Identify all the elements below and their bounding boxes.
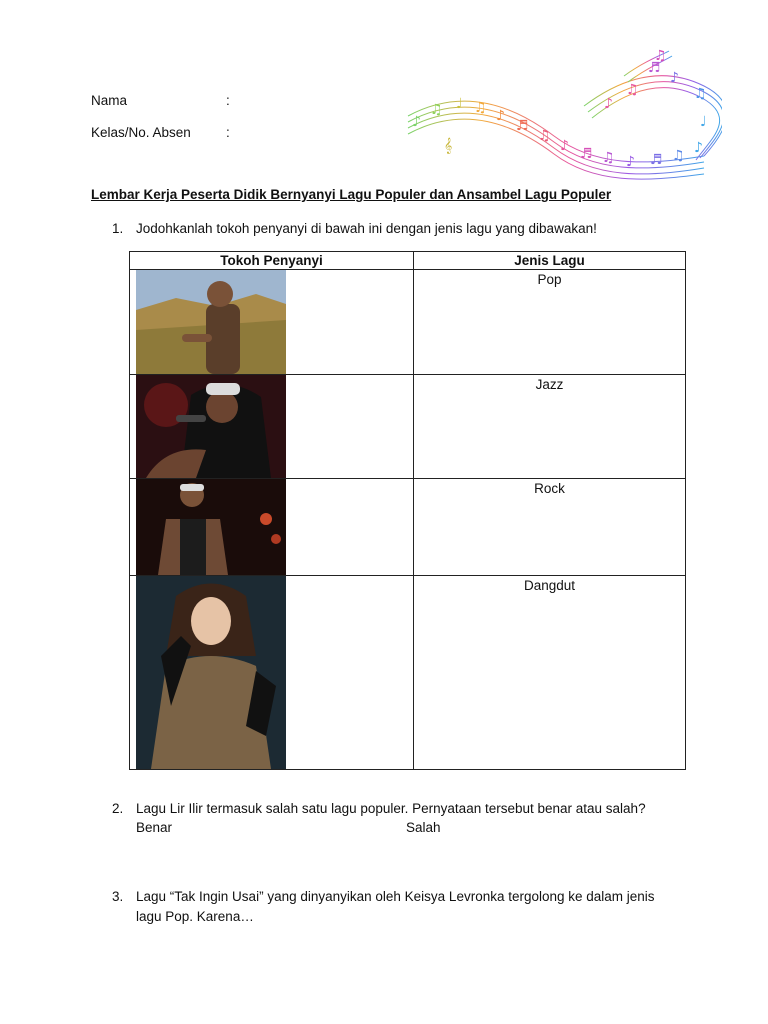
option-benar: Benar [136, 820, 173, 835]
question-text: Lagu Lir Ilir termasuk salah satu lagu populer. Pernyataan tersebut benar atau salah? [136, 801, 646, 816]
svg-text:♬: ♬ [580, 146, 593, 162]
svg-text:♪: ♪ [496, 108, 505, 124]
worksheet-title: Lembar Kerja Peserta Didik Bernyanyi Lagu Populer dan Ansambel Lagu Populer [91, 187, 612, 202]
svg-text:♪: ♪ [626, 154, 635, 170]
singer-photo-2 [136, 375, 286, 478]
question-number: 2. [112, 801, 124, 816]
genre-label: Pop [537, 272, 562, 287]
genre-label: Jazz [535, 377, 564, 392]
name-colon: : [226, 93, 230, 108]
genre-cell [414, 479, 686, 576]
singer-cell [130, 270, 414, 375]
svg-text:♫: ♫ [602, 150, 615, 166]
name-label: Nama [91, 93, 128, 108]
svg-text:♪: ♪ [604, 96, 613, 112]
svg-text:♫: ♫ [626, 82, 639, 98]
genre-cell [414, 375, 686, 479]
svg-text:♬: ♬ [648, 60, 661, 76]
svg-text:♫: ♫ [474, 100, 487, 116]
music-notes-icon [404, 46, 722, 182]
svg-text:♫: ♫ [672, 148, 685, 164]
table-header-genre: Jenis Lagu [414, 252, 686, 270]
question-text: Lagu “Tak Ingin Usai” yang dinyanyikan oleh Keisya Levronka tergolong ke dalam jenis lagu Pop. Karena… [136, 889, 655, 924]
singer-photo-1 [136, 270, 286, 374]
table-header-singer: Tokoh Penyanyi [130, 252, 414, 270]
genre-label: Dangdut [523, 578, 576, 593]
class-number-label: Kelas/No. Absen [91, 125, 191, 140]
singer-photo-3 [136, 479, 286, 575]
singer-photo-4 [136, 576, 286, 769]
question-text: Jodohkanlah tokoh penyanyi di bawah ini dengan jenis lagu yang dibawakan! [136, 221, 597, 236]
option-salah: Salah [406, 820, 441, 835]
svg-text:♫: ♫ [430, 102, 443, 118]
genre-label: Rock [534, 481, 565, 496]
svg-text:𝄞: 𝄞 [444, 138, 453, 154]
svg-text:♫: ♫ [538, 128, 551, 144]
svg-text:♬: ♬ [650, 152, 663, 168]
svg-text:♬: ♬ [516, 118, 529, 134]
svg-text:♫: ♫ [654, 48, 667, 64]
svg-text:♪: ♪ [694, 140, 703, 156]
svg-text:♪: ♪ [412, 114, 421, 130]
question-number: 1. [112, 221, 124, 236]
svg-text:♩: ♩ [700, 114, 707, 130]
matching-table [129, 251, 686, 770]
svg-text:♫: ♫ [694, 86, 707, 102]
singer-cell [130, 576, 414, 770]
question-number: 3. [112, 889, 124, 904]
svg-text:♪: ♪ [560, 138, 569, 154]
svg-text:♩: ♩ [456, 96, 463, 112]
singer-cell [130, 479, 414, 576]
singer-cell [130, 375, 414, 479]
genre-cell [414, 270, 686, 375]
svg-text:♪: ♪ [670, 70, 679, 86]
class-number-colon: : [226, 125, 230, 140]
genre-cell [414, 576, 686, 770]
